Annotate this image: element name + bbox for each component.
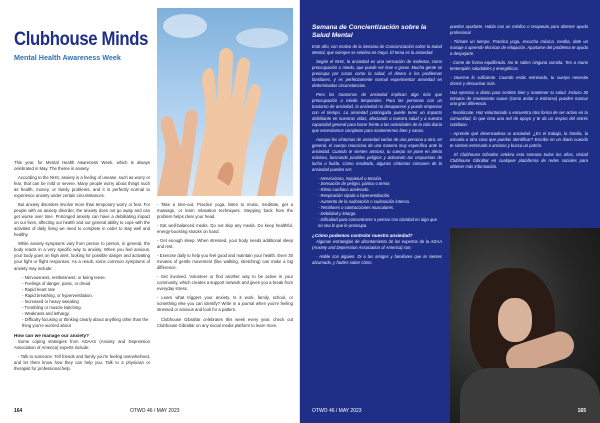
paragraph: - Hable con alguien. Di a tus amigos y familiares que te sientes abrumado, y hazles saber cómo bbox=[312, 254, 442, 265]
paragraph: Clubhouse Gibraltar celebrates this week every year, check out Clubhouse Gibraltar on any social media platform to learn more. bbox=[157, 316, 293, 328]
left-column-1 bbox=[14, 30, 150, 375]
hands-illustration bbox=[157, 8, 293, 196]
list-item: - Difficulty focusing or thinking clearly about anything other than the thing you're worried about bbox=[22, 316, 149, 328]
list-item: - Ritmo cardíaco acelerado. bbox=[318, 187, 370, 193]
page-number: 165 bbox=[577, 408, 586, 414]
right-column-1 bbox=[312, 24, 442, 269]
list-item: - Dificultad para concentrarse o pensar con claridad en algo que no sea lo que le preocupa. bbox=[318, 217, 437, 229]
list-item: - Temblores o contracciones musculares. bbox=[318, 205, 395, 211]
list-item: - Nervousness, restlessness, or being tense. bbox=[22, 274, 106, 280]
section-heading: How can we manage our anxiety? bbox=[14, 332, 90, 338]
paragraph: - Get enough sleep. When stressed, your body needs additional sleep and rest. bbox=[157, 238, 293, 250]
list-item: - Rapid breathing, or hyperventilation. bbox=[22, 292, 93, 298]
spanish-symptom-list bbox=[318, 176, 442, 230]
paragraph: - Eat well-balanced meals. Do not skip any meals. Do keep healthful, energy-boosting snacks on hand. bbox=[157, 223, 293, 235]
paragraph: - Come de forma equilibrada. No te saltes ninguna comida. Ten a mano tentempiés saludables y energéticos. bbox=[450, 59, 588, 71]
paragraph: - Talk to someone. Tell friends and family you're feeling overwhelmed, and let them know how they can help you. Talk to a physician or therapist for professional help. bbox=[14, 353, 150, 371]
spine-gutter bbox=[299, 0, 301, 423]
spanish-intro bbox=[312, 44, 442, 172]
magazine-issue: OTWO 46 / MAY 2023 bbox=[312, 408, 362, 414]
symptom-list bbox=[22, 275, 150, 329]
face-shape bbox=[498, 298, 532, 342]
paragraph: - Exercise daily to help you feel good and maintain your health. Even 30 minutes of gentle movement (like walking, stretching) can make a big difference. bbox=[157, 253, 293, 271]
paragraph: - Take a time-out. Practice yoga, listen to music, meditate, get a massage, or learn relaxation techniques. Stepping back from the problem helps clear your head. bbox=[157, 202, 293, 220]
paragraph: - Involúcrate. Haz voluntariado o encuentra otra forma de ser activo en tu comunidad, lo que crea una red de apoyo y te da un respiro del estrés cotidiano. bbox=[450, 110, 588, 128]
paragraph: El Clubhouse Gibraltar celebra esta semana todos los años, visitad Clubhouse Gibraltar en cualquier plataforma de redes sociales para obtener más información. bbox=[450, 152, 588, 170]
left-column-2 bbox=[157, 202, 293, 332]
paragraph: Aunque los síntomas de ansiedad varían de una persona a otra, en general, el cuerpo reacciona de una manera muy específica ante la ansiedad. Cuando te sientes ansioso, tu cuerpo se pone en alerta máxima, buscando posibles peligros y activando tus respuestas de lucha o huida. Como resultado, algunos síntomas comunes de la ansiedad pueden ser: bbox=[312, 136, 442, 172]
paragraph: - Learn what triggers your anxiety. Is it work, family, school, or something else you can identify? Write in a journal when you're feeling stressed or anxious and look for a pattern. bbox=[157, 295, 293, 313]
paragraph: But anxiety disorders involve more than temporary worry or fear. For people with an anxiety disorder, the anxiety does not go away and can get worse over time. Prolonged anxiety can have a debilitating impact on our lives, affecting our health and our general ability to cope with the activities of daily living we need to complete in order to stay well and healthy. bbox=[14, 202, 150, 238]
paragraph: - Tómate un tiempo. Practica yoga, escucha música, medita, date un masaje o aprende técnicas de relajación. Apartarse del problema te ayuda a despejarte. bbox=[450, 38, 588, 56]
right-page bbox=[300, 0, 600, 423]
list-item: - Trembling or muscle twitching. bbox=[22, 304, 82, 310]
sky-hands-photo bbox=[157, 8, 293, 196]
subtitle: Mental Health Awareness Week bbox=[14, 53, 121, 62]
paragraph: Haz ejercicio a diario para sentirte bien y mantener tu salud. Incluso 30 minutos de movimiento suave (como andar o estirarse) pueden marcar una gran diferencia. bbox=[450, 89, 588, 107]
paragraph: According to the NHS, anxiety is a feeling of unease, such as worry or fear, that can be mild or severe. Many people worry about things such as health, money, or family problems, and it is perfectly normal to experience anxiety under certain circumstances. bbox=[14, 175, 150, 199]
list-item: - Nerviosismo, inquietud o tensión. bbox=[318, 175, 383, 181]
paragraph: Según el NHS, la ansiedad es una sensación de malestar, como preocupación o miedo, que puede ser leve o grave. Mucha gente se preocupa por cosas como la salud, el dinero o los problemas familiares, y es perfectamente normal experimentar ansiedad en determinadas circunstancias. bbox=[312, 59, 442, 89]
list-item: - Debilidad y letargo. bbox=[318, 211, 357, 217]
paragraph: Some coping strategies from ADAAS (Anxiety and Depression Association of America) experts include: bbox=[14, 338, 150, 350]
list-item: - Sensación de peligro, pánico o temor. bbox=[318, 181, 391, 187]
list-item: - Respiración rápida o hiperventilación. bbox=[318, 193, 391, 199]
paragraph: Pero los trastornos de ansiedad implican algo más que preocupación o miedo temporales. Para las personas con un trastorno de ansiedad, la ansiedad no desaparece y puede empeorar con el tiempo. La ansiedad prolongada puede tener un impacto debilitante en nuestras vidas, afectando a nuestra salud y a nuestra capacidad general para hacer frente a las actividades de la vida diaria que necesitamos completar para mantenernos bien y sanos. bbox=[312, 92, 442, 133]
paragraph: - Aprende qué desencadena tu ansiedad. ¿Es el trabajo, la familia, la escuela u otra cosa que puedas identificar? Escribe en un diario cuando te sientas estresado o ansioso y busca un patrón. bbox=[450, 131, 588, 149]
paragraph: - Get involved. Volunteer or find another way to be active in your community, which creates a support network and gives you a break from everyday stress. bbox=[157, 274, 293, 292]
paragraph: - Duerme lo suficiente. Cuando estás estresado, tu cuerpo necesita dormir y descansar más. bbox=[450, 74, 588, 86]
list-item: - Weakness and lethargy. bbox=[22, 310, 70, 316]
intro-text bbox=[14, 160, 150, 272]
spanish-title: Semana de Concientización sobre la Salud Mental bbox=[312, 24, 427, 40]
manage-text bbox=[14, 339, 150, 372]
anxious-woman-photo bbox=[450, 228, 600, 423]
shirt-shape bbox=[460, 368, 600, 423]
list-item: - Increased or heavy sweating bbox=[22, 298, 79, 304]
list-item: - Rapid heart rate bbox=[22, 286, 56, 292]
paragraph: While anxiety symptoms vary from person to person, in general, the body reacts in a very specific way to anxiety. When you feel anxious, your body goes on high alert, looking for possible danger and activating your fight or flight responses. As a result, some common symptoms of anxiety may include: bbox=[14, 241, 150, 271]
list-item: - Aumento de la sudoración o sudoración intensa. bbox=[318, 199, 411, 205]
magazine-issue: OTWO 46 / MAY 2023 bbox=[130, 408, 180, 414]
list-item: - Feelings of danger, panic, or dread bbox=[22, 280, 91, 286]
paragraph: This year, for Mental Health Awareness Week, which is always celebrated in May. The theme is anxiety. bbox=[14, 160, 150, 172]
page-number: 164 bbox=[14, 408, 23, 414]
paragraph: pueden ayudarte. Habla con un médico o terapeuta para obtener ayuda profesional. bbox=[450, 24, 588, 35]
paragraph: Algunas estrategias de afrontamiento de los expertos de la ADAA (Anxiety and Depression Association of America) son: bbox=[312, 239, 442, 251]
spanish-manage-text bbox=[312, 239, 442, 266]
spanish-section-heading: ¿Cómo podemos controlar nuestra ansiedad? bbox=[312, 233, 413, 239]
right-column-2 bbox=[450, 24, 588, 173]
brand-heading: Clubhouse Minds bbox=[14, 29, 149, 50]
paragraph: Este año, con motivo de la Semana de Concienciación sobre la Salud Mental, que siempre se celebra en mayo. El tema es la ansiedad. bbox=[312, 44, 442, 56]
